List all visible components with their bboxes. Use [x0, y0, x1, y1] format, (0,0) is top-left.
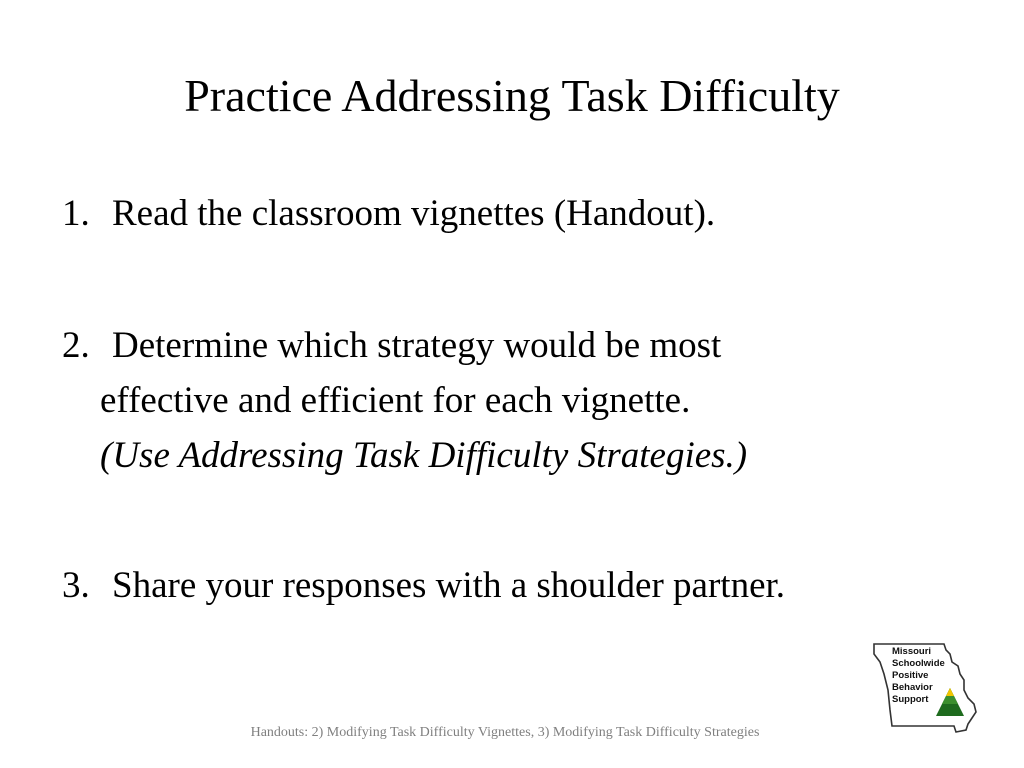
logo-line: Positive: [892, 670, 929, 681]
list-item-text: Read the classroom vignettes (Handout).: [112, 193, 716, 234]
list-item-3: [62, 558, 962, 613]
logo-line: Support: [892, 694, 929, 705]
slide-title: Practice Addressing Task Difficulty: [184, 70, 840, 121]
list-item-italic-note: (Use Addressing Task Difficulty Strategies.): [100, 435, 748, 476]
list-item-number: 3.: [62, 565, 90, 606]
list-item-2: [62, 318, 962, 483]
logo-line: Missouri: [892, 646, 932, 657]
handouts-footer: Handouts: 2) Modifying Task Difficulty Vignettes, 3) Modifying Task Difficulty Strategies: [250, 725, 760, 740]
list-item-text-continued: effective and efficient for each vignette.: [100, 380, 691, 421]
list-item-text: Share your responses with a shoulder partner.: [112, 565, 786, 606]
mo-swpbs-logo: [870, 640, 982, 736]
list-item-number: 1.: [62, 193, 90, 234]
list-item-1: [62, 186, 962, 241]
list-item-text: Determine which strategy would be most: [112, 325, 722, 366]
logo-line: Behavior: [892, 682, 933, 693]
logo-text: [892, 646, 945, 706]
logo-line: Schoolwide: [892, 658, 945, 669]
list-item-number: 2.: [62, 325, 90, 366]
